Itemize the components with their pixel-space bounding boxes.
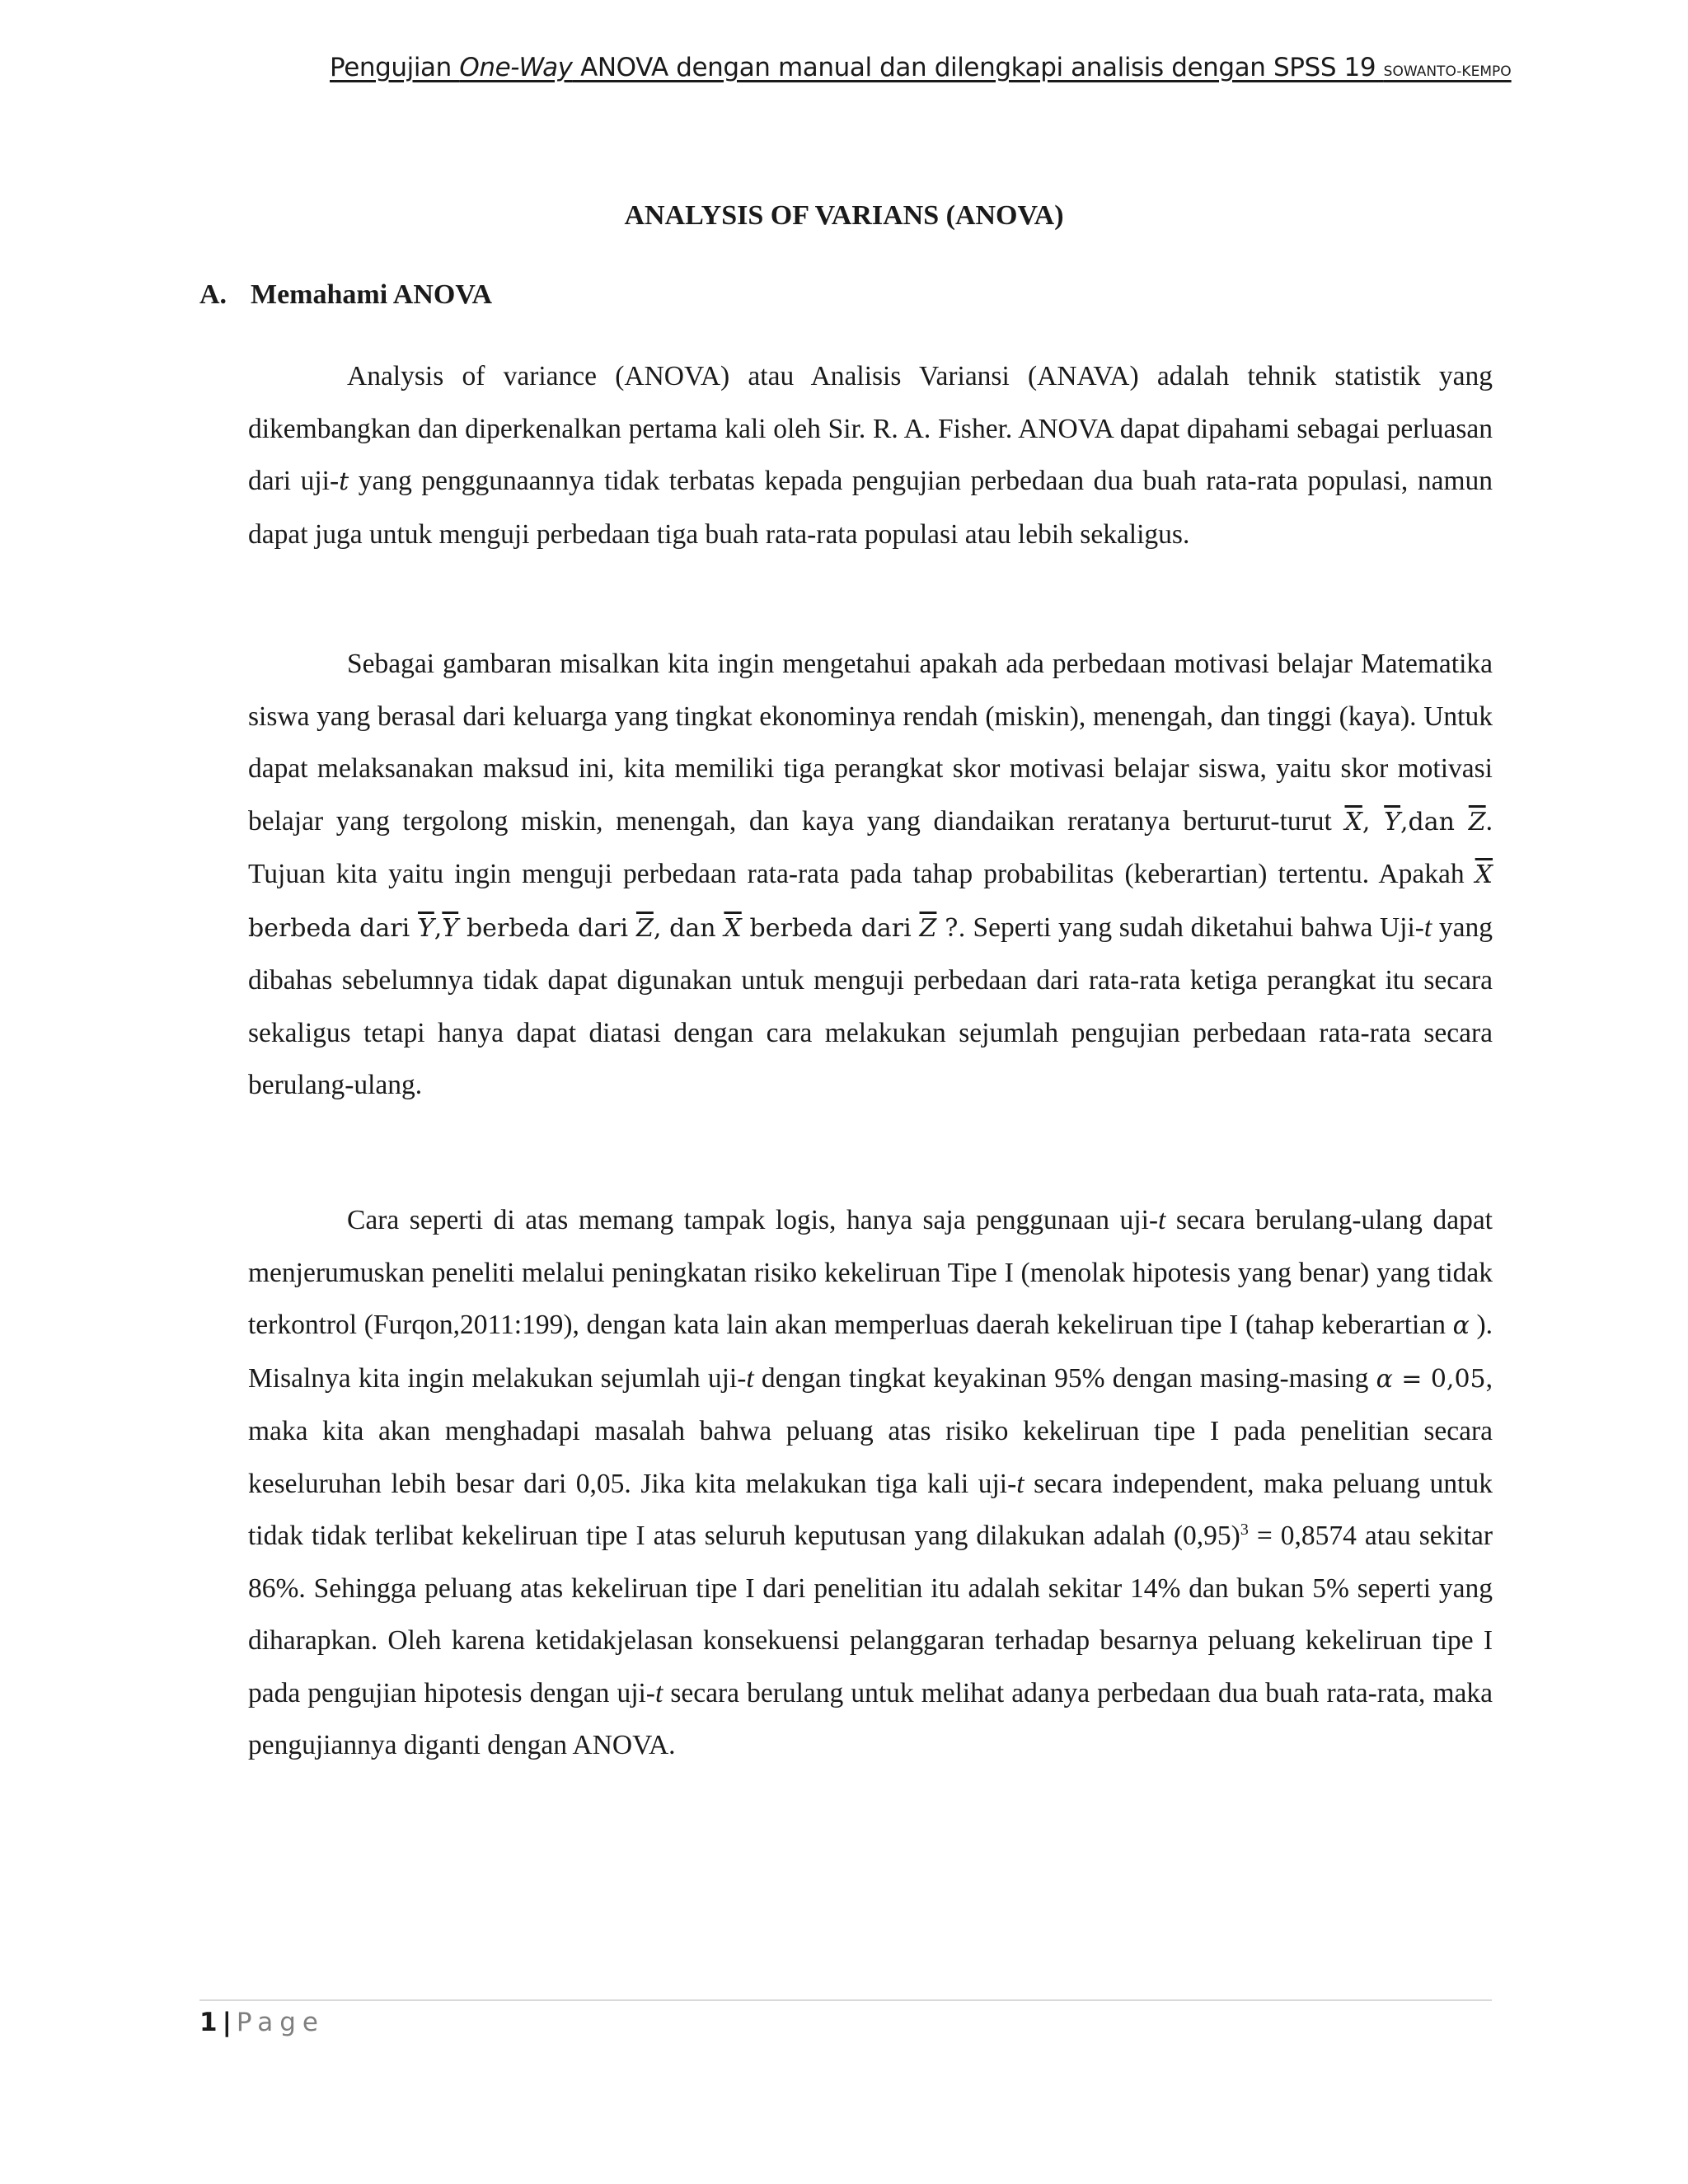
section-heading [199,277,492,313]
p3-text-4: dengan tingkat keyakinan 95% dengan masing-masing [753,1362,1376,1394]
math-berbeda-dari: berbeda dari [458,913,636,943]
math-t: t [339,467,349,496]
p3-text-7: = 0,8574 atau sekitar 86%. Sehingga peluang atas kekeliruan tipe I dari penelitian itu adalah sekitar 14% dan bukan 5% seperti yang diharapkan. Oleh karena ketidakjelasan konsekuensi pelanggaran terhadap besarnya peluang kekeliruan tipe I pada pengujian hipotesis dengan uji- [248,1521,1493,1708]
p3-text: Cara seperti di atas memang tampak logis, hanya saja penggunaan uji- [347,1205,1159,1235]
p3-text-3: ). Misalnya kita ingin melakukan sejumlah uji- [248,1310,1493,1394]
section-label: Memahami ANOVA [251,279,493,310]
p3-text-8: secara berulang untuk melihat adanya perbedaan dua buah rata-rata, maka pengujiannya diganti dengan ANOVA. [248,1677,1493,1760]
p2-text-4: yang dibahas sebelumnya tidak dapat digunakan untuk menguji perbedaan dari rata-rata ketiga perangkat itu secara sekaligus tetapi hanya dapat diatasi dengan cara melakukan sejumlah pengujian perbedaan rata-rata secara berulang-ulang. [248,912,1493,1100]
math-ybar: $\overline{Y}$ [1384,807,1401,837]
p2-text: Sebagai gambaran misalkan kita ingin mengetahui apakah ada perbedaan motivasi belajar Matematika siswa yang berasal dari keluarga yang tingkat ekonominya rendah (miskin), menengah, dan tinggi (kaya). Untuk dapat melaksanakan maksud ini, kita memiliki tiga perangkat skor motivasi belajar siswa, yaitu skor motivasi belajar yang tergolong miskin, menengah, dan kaya yang diandaikan reratanya berturut-turut [248,649,1493,837]
math-sep: , [1362,807,1385,837]
italic-t: t [1158,1205,1166,1235]
math-ybar: $\overline{Y}$ [417,913,434,943]
math-xbar: $\overline{X}$ [1344,807,1362,837]
math-zbar: $\overline{Z}$ [1468,807,1486,837]
p3-text-5: , maka kita akan menghadapi masalah bahwa peluang atas risiko kekeliruan tipe I pada penelitian secara keseluruhan lebih besar dari 0,05. Jika kita melakukan tiga kali uji- [248,1362,1493,1499]
math-alpha-value: = 0,05 [1392,1364,1486,1394]
exponent: 3 [1240,1520,1249,1539]
paragraph-1 [248,350,1493,560]
math-berbeda-dari: berbeda dari [248,913,418,943]
running-header [330,51,1512,88]
p1-text-2: yang penggunaannya tidak terbatas kepada pengujian perbedaan dua buah rata-rata populasi, namun dapat juga untuk menguji perbedaan tiga buah rata-rata populasi atau lebih sekaligus. [248,466,1493,550]
header-text: Pengujian [330,53,460,82]
math-xbar: $\overline{X}$ [1475,860,1493,889]
math-zbar: $\overline{Z}$ [635,913,654,943]
math-xbar: $\overline{X}$ [724,913,742,943]
page-number: 1 [199,2008,218,2037]
p3-text-2: secara berulang-ulang dapat menjerumuskan peneliti melalui peningkatan risiko kekeliruan Tipe I (menolak hipotesis yang benar) yang tidak terkontrol (Furqon,2011:199), dengan kata lain akan memperluas daerah kekeliruan tipe I (tahap keberartian [248,1205,1493,1340]
math-comma-dan: , dan [653,913,724,943]
footer-separator: | [222,2008,232,2037]
page-label: Page [236,2008,325,2037]
math-question: ?. [936,913,966,943]
italic-t: t [1016,1468,1025,1499]
header-emphasis: One-Way [459,53,573,82]
math-alpha: α [1452,1311,1470,1340]
math-comma: , [434,913,443,943]
italic-t: t [654,1677,663,1708]
document-title: ANALYSIS OF VARIANS (ANOVA) [624,200,1064,231]
math-alpha: α [1376,1364,1393,1394]
p1-text: Analysis of variance (ANOVA) atau Analisis Variansi (ANAVA) adalah tehnik statistik yang dikembangkan dan diperkenalkan pertama kali oleh Sir. R. A. Fisher. ANOVA dapat dipahami sebagai perluasan dari uji- [248,361,1493,496]
math-zbar: $\overline{Z}$ [919,913,937,943]
footer-divider [199,1999,1492,2001]
math-ybar: $\overline{Y}$ [442,913,459,943]
p3-text-6: secara independent, maka peluang untuk tidak tidak terlibat kekeliruan tipe I atas seluruh keputusan yang dilakukan adalah (0,95) [248,1468,1493,1551]
header-author: SOWANTO-KEMPO [1383,63,1512,80]
section-number: A. [199,279,227,310]
paragraph-2 [248,638,1493,1112]
paragraph-3 [248,1194,1493,1772]
header-text-rest: ANOVA dengan manual dan dilengkapi analisis dengan SPSS 19 [572,53,1384,82]
p2-text-2: . Tujuan kita yaitu ingin menguji perbedaan rata-rata pada tahap probabilitas (keberartian) tertentu. Apakah [248,805,1493,889]
math-dan: ,dan [1400,807,1469,837]
italic-t: t [1423,912,1432,943]
italic-t: t [746,1362,754,1394]
page-footer [199,2006,325,2039]
math-berbeda-dari: berbeda dari [741,913,920,943]
p2-text-3: Seperti yang sudah diketahui bahwa Uji- [965,912,1424,943]
